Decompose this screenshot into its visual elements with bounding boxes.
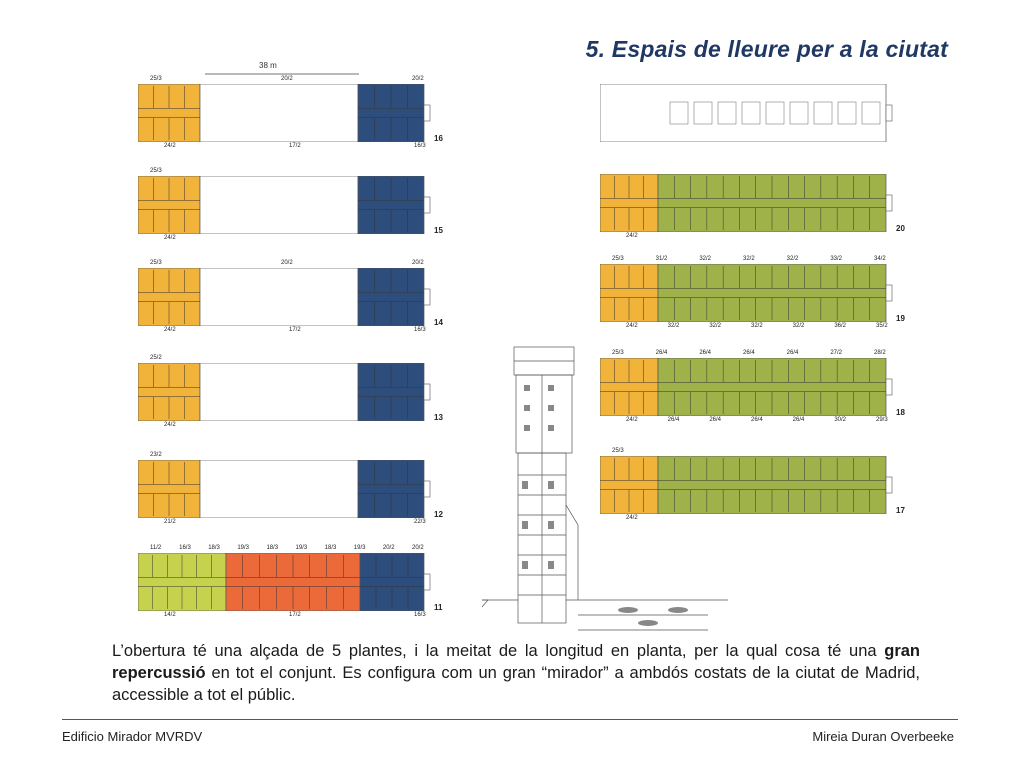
unit-label-bottom: 26/4 bbox=[751, 417, 763, 423]
scale-label: 38 m bbox=[259, 61, 277, 70]
unit-label-top: 19/3 bbox=[353, 545, 366, 551]
unit-label-bottom: 24/2 bbox=[626, 417, 638, 423]
unit-label-bottom: 22/3 bbox=[414, 519, 426, 525]
unit-label-bottom: 14/2 bbox=[164, 612, 176, 618]
unit-label-bottom: 17/2 bbox=[289, 143, 301, 149]
unit-label-top: 32/2 bbox=[743, 256, 755, 262]
floor-number: 12 bbox=[434, 510, 443, 519]
unit-label-bottom: 24/2 bbox=[164, 422, 176, 428]
unit-label-top: 19/3 bbox=[295, 545, 308, 551]
floor-number: 13 bbox=[434, 413, 443, 422]
floor-number: 11 bbox=[434, 603, 443, 612]
left-floor-plan bbox=[138, 553, 434, 611]
unit-label-bottom: 26/4 bbox=[792, 417, 805, 423]
body-text-part1: L’obertura té una alçada de 5 plantes, i la meitat de la longitud en planta, per la qual cosa té una bbox=[112, 642, 885, 660]
left-floor-plan bbox=[138, 268, 434, 326]
unit-label-bottom: 32/2 bbox=[751, 323, 763, 329]
unit-label-top: 32/2 bbox=[786, 256, 799, 262]
unit-label-bottom: 16/3 bbox=[414, 612, 426, 618]
body-paragraph bbox=[112, 640, 920, 706]
floor-number: 19 bbox=[896, 314, 905, 323]
unit-label-bottom: 17/2 bbox=[289, 612, 301, 618]
slide-title: 5. Espais de lleure per a la ciutat bbox=[585, 36, 948, 62]
plan-block-white bbox=[600, 84, 886, 142]
left-floor-plan bbox=[138, 460, 434, 518]
unit-label-top: 32/2 bbox=[699, 256, 712, 262]
unit-label-bottom: 32/2 bbox=[709, 323, 722, 329]
unit-label-bottom: 36/2 bbox=[834, 323, 847, 329]
unit-label-top: 25/3 bbox=[150, 260, 162, 266]
unit-label-top: 28/2 bbox=[874, 350, 886, 356]
unit-label-top: 16/3 bbox=[179, 545, 191, 551]
floor-number: 15 bbox=[434, 226, 443, 235]
unit-label-bottom: 29/3 bbox=[876, 417, 888, 423]
right-floor-plan bbox=[600, 264, 896, 322]
unit-label-top: 20/2 bbox=[382, 545, 395, 551]
unit-label-top: 18/3 bbox=[266, 545, 279, 551]
unit-label-top: 25/3 bbox=[612, 350, 624, 356]
footer-divider bbox=[62, 719, 958, 720]
left-floor-plan bbox=[138, 363, 434, 421]
unit-label-top: 26/4 bbox=[786, 350, 799, 356]
unit-label-bottom: 26/4 bbox=[709, 417, 722, 423]
unit-label-top: 26/4 bbox=[743, 350, 755, 356]
unit-label-top: 25/3 bbox=[612, 256, 624, 262]
unit-label-top: 26/4 bbox=[699, 350, 712, 356]
floor-number: 16 bbox=[434, 134, 443, 143]
unit-label-top: 25/3 bbox=[150, 168, 162, 174]
left-floor-plan bbox=[138, 84, 434, 142]
unit-label-bottom: 24/2 bbox=[164, 235, 176, 241]
unit-label-top: 25/3 bbox=[150, 76, 162, 82]
unit-label-top: 25/2 bbox=[150, 355, 162, 361]
unit-label-bottom: 24/2 bbox=[626, 233, 638, 239]
unit-label-bottom: 35/2 bbox=[876, 323, 888, 329]
floor-number: 18 bbox=[896, 408, 905, 417]
unit-label-top: 31/2 bbox=[655, 256, 668, 262]
unit-label-top: 33/2 bbox=[830, 256, 843, 262]
unit-label-bottom: 32/2 bbox=[792, 323, 805, 329]
right-floor-plan bbox=[600, 84, 896, 142]
unit-label-top: 25/3 bbox=[612, 448, 624, 454]
unit-label-top: 23/2 bbox=[150, 452, 162, 458]
unit-label-top: 19/3 bbox=[237, 545, 250, 551]
unit-label-bottom: 32/2 bbox=[667, 323, 680, 329]
unit-label-bottom: 24/2 bbox=[164, 143, 176, 149]
unit-label-bottom: 16/3 bbox=[414, 143, 426, 149]
unit-label-bottom: 16/3 bbox=[414, 327, 426, 333]
unit-label-top: 18/3 bbox=[208, 545, 220, 551]
unit-label-top: 20/2 bbox=[281, 260, 293, 266]
unit-label-top: 34/2 bbox=[874, 256, 886, 262]
unit-label-top: 27/2 bbox=[830, 350, 843, 356]
unit-label-top: 20/2 bbox=[281, 76, 293, 82]
unit-label-top: 26/4 bbox=[655, 350, 668, 356]
unit-label-top: 11/2 bbox=[150, 545, 162, 551]
unit-label-top: 18/3 bbox=[324, 545, 337, 551]
unit-label-bottom: 17/2 bbox=[289, 327, 301, 333]
unit-label-bottom: 24/2 bbox=[626, 323, 638, 329]
plan-block-white bbox=[200, 176, 358, 234]
unit-label-bottom: 24/2 bbox=[626, 515, 638, 521]
unit-label-bottom: 21/2 bbox=[164, 519, 176, 525]
unit-label-bottom: 26/4 bbox=[667, 417, 680, 423]
footer-left-text: Edificio Mirador MVRDV bbox=[62, 729, 203, 744]
unit-label-bottom: 30/2 bbox=[834, 417, 847, 423]
plan-block-white bbox=[200, 460, 358, 518]
floor-number: 17 bbox=[896, 506, 905, 515]
building-section-drawing bbox=[478, 345, 730, 633]
floor-number: 14 bbox=[434, 318, 443, 327]
unit-label-top: 20/2 bbox=[412, 76, 424, 82]
left-floor-plan bbox=[138, 176, 434, 234]
body-text-part2: en tot el conjunt. Es configura com un gran “mirador” a ambdós costats de la ciutat de Madrid, accessible a tot el públic. bbox=[112, 664, 920, 704]
plan-block-white bbox=[200, 363, 358, 421]
floor-number: 20 bbox=[896, 224, 905, 233]
right-floor-plan bbox=[600, 174, 896, 232]
unit-label-top: 20/2 bbox=[412, 545, 424, 551]
unit-label-bottom: 24/2 bbox=[164, 327, 176, 333]
body-text-bold: gran repercussió bbox=[112, 642, 920, 682]
footer-right-text: Mireia Duran Overbeeke bbox=[812, 729, 954, 744]
unit-label-top: 20/2 bbox=[412, 260, 424, 266]
plan-block-white bbox=[200, 268, 358, 326]
plan-block-white bbox=[200, 84, 358, 142]
